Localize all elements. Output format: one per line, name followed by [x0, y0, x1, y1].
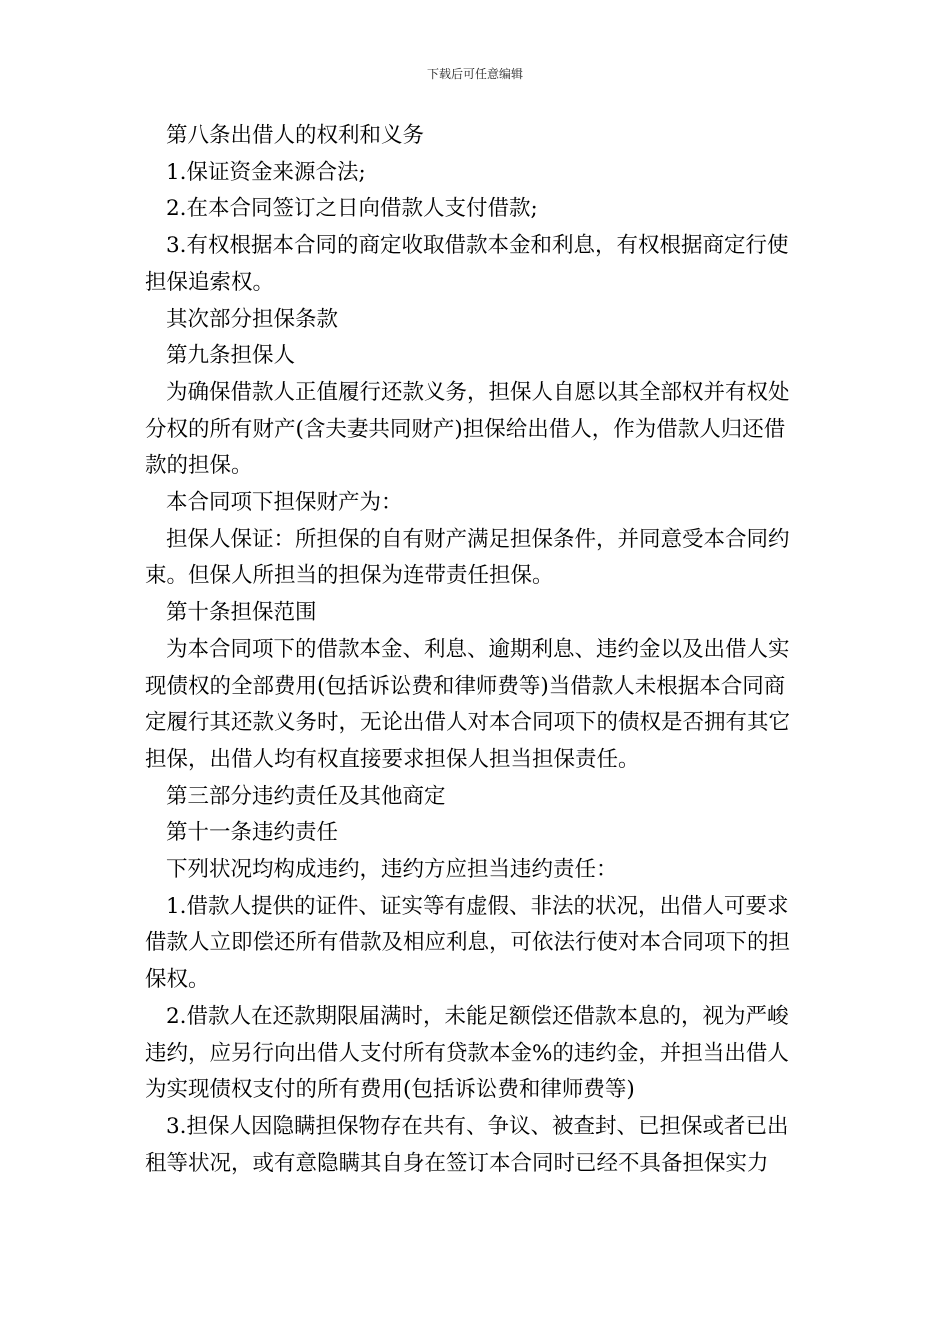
article-8-item-1: 1.保证资金来源合法; [166, 159, 366, 185]
part-2-title: 其次部分担保条款 [166, 306, 339, 332]
page-header: 下载后可任意编辑 [426, 67, 523, 81]
article-10-body: 为本合同项下的借款本金、利息、逾期利息、违约金以及出借人实现债权的全部费用(包括诉讼费和律师费等)当借款人未根据本合同商定履行其还款义务时，无论出借人对本合同项下的债权是否拥有其它担保，出借人均有权直接要求担保人担当担保责任。 [145, 636, 791, 772]
article-9-title: 第九条担保人 [166, 343, 296, 369]
article-8-title: 第八条出借人的权利和义务 [166, 123, 425, 148]
article-11-item-2: 2.借款人在还款期限届满时，未能足额偿还借款本息的，视为严峻违约，应另行向出借人支付所有贷款本金%的违约金，并担当出借人为实现债权支付的所有费用(包括诉讼费和律师费等) [145, 1003, 789, 1103]
part-3-title: 第三部分违约责任及其他商定 [166, 783, 446, 809]
article-8-item-3: 3.有权根据本合同的商定收取借款本金和利息，有权根据商定行使担保追索权。 [145, 233, 789, 295]
guarantee-property-label: 本合同项下担保财产为： [166, 490, 403, 516]
document-body [145, 118, 805, 1182]
article-11-title: 第十一条违约责任 [166, 820, 339, 846]
article-10-title: 第十条担保范围 [166, 600, 317, 626]
article-11-item-3: 3.担保人因隐瞒担保物存在共有、争议、被查封、已担保或者已出租等状况，或有意隐瞒其自身在签订本合同时已经不具备担保实力 [145, 1113, 789, 1176]
article-11-item-1: 1.借款人提供的证件、证实等有虚假、非法的状况，出借人可要求借款人立即偿还所有借款及相应利息，可依法行使对本合同项下的担保权。 [145, 893, 791, 993]
article-9-body: 为确保借款人正值履行还款义务，担保人自愿以其全部权并有权处分权的所有财产(含夫妻共同财产)担保给出借人，作为借款人归还借款的担保。 [145, 379, 790, 479]
article-8-item-2: 2.在本合同签订之日向借款人支付借款; [166, 196, 538, 222]
article-11-intro: 下列状况均构成违约，违约方应担当违约责任： [166, 857, 618, 883]
guarantor-statement: 担保人保证：所担保的自有财产满足担保条件，并同意受本合同约束。但保人所担当的担保为连带责任担保。 [145, 526, 790, 589]
